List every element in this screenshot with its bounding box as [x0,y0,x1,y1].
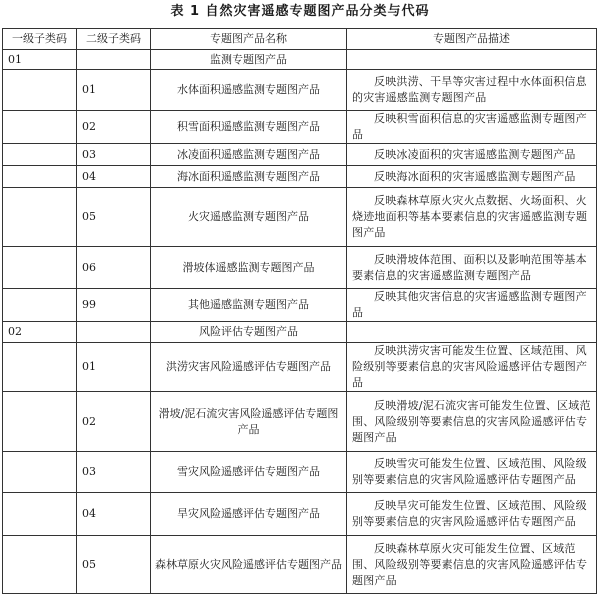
level2-code-cell [77,322,151,343]
table-row [3,392,597,452]
level1-code-cell [3,536,77,594]
product-name-cell: 火灾遥感监测专题图产品 [151,188,347,247]
level1-code-cell: 01 [3,50,77,70]
table-title: 表 1 自然灾害遥感专题图产品分类与代码 [170,4,430,19]
product-name-cell: 旱灾风险遥感评估专题图产品 [151,493,347,536]
product-description-cell: 反映海冰面积的灾害遥感监测专题图产品 [347,166,597,188]
level2-code-cell: 06 [77,247,151,289]
product-description-cell: 反映雪灾可能发生位置、区域范围、风险级别等要素信息的灾害风险遥感评估专题图产品 [347,452,597,493]
table-row [3,50,597,70]
header-row [3,29,597,50]
level2-code-cell: 05 [77,536,151,594]
level2-code-cell: 01 [77,343,151,392]
product-classification-table [2,28,597,594]
level1-code-cell [3,493,77,536]
product-description-cell: 反映冰凌面积的灾害遥感监测专题图产品 [347,144,597,166]
header-level2-code: 二级子类码 [77,29,151,50]
product-description-cell [347,50,597,70]
product-name-cell: 冰凌面积遥感监测专题图产品 [151,144,347,166]
table-row [3,343,597,392]
product-name-cell: 监测专题图产品 [151,50,347,70]
table-body [3,50,597,594]
header-product-name: 专题图产品名称 [151,29,347,50]
product-description-cell: 反映洪涝、干旱等灾害过程中水体面积信息的灾害遥感监测专题图产品 [347,70,597,111]
table-header [3,29,597,50]
level1-code-cell [3,70,77,111]
level2-code-cell: 02 [77,392,151,452]
level2-code-cell: 02 [77,111,151,144]
level1-code-cell [3,247,77,289]
table-row [3,452,597,493]
product-name-cell: 水体面积遥感监测专题图产品 [151,70,347,111]
product-description-cell: 反映森林草原火灾可能发生位置、区域范围、风险级别等要素信息的灾害风险遥感评估专题图产品 [347,536,597,594]
product-description-cell: 反映滑坡体范围、面积以及影响范围等基本要素信息的灾害遥感监测专题图产品 [347,247,597,289]
level2-code-cell: 99 [77,289,151,322]
product-description-cell: 反映森林草原火灾火点数据、火场面积、火烧迹地面积等基本要素信息的灾害遥感监测专题图产品 [347,188,597,247]
product-name-cell: 积雪面积遥感监测专题图产品 [151,111,347,144]
table-row [3,144,597,166]
level2-code-cell: 03 [77,452,151,493]
product-description-cell: 反映积雪面积信息的灾害遥感监测专题图产品 [347,111,597,144]
product-name-cell: 滑坡体遥感监测专题图产品 [151,247,347,289]
table-row [3,70,597,111]
level1-code-cell: 02 [3,322,77,343]
product-description-cell: 反映洪涝灾害可能发生位置、区域范围、风险级别等要素信息的灾害风险遥感评估专题图产品 [347,343,597,392]
level2-code-cell: 04 [77,493,151,536]
level1-code-cell [3,188,77,247]
product-name-cell: 森林草原火灾风险遥感评估专题图产品 [151,536,347,594]
table-row [3,536,597,594]
level2-code-cell: 03 [77,144,151,166]
level2-code-cell: 04 [77,166,151,188]
product-name-cell: 风险评估专题图产品 [151,322,347,343]
header-level1-code: 一级子类码 [3,29,77,50]
product-description-cell: 反映旱灾可能发生位置、区域范围、风险级别等要素信息的灾害风险遥感评估专题图产品 [347,493,597,536]
table-row [3,166,597,188]
product-description-cell [347,322,597,343]
product-name-cell: 洪涝灾害风险遥感评估专题图产品 [151,343,347,392]
header-product-description: 专题图产品描述 [347,29,597,50]
product-description-cell: 反映其他灾害信息的灾害遥感监测专题图产品 [347,289,597,322]
level1-code-cell [3,144,77,166]
level2-code-cell: 01 [77,70,151,111]
level1-code-cell [3,166,77,188]
product-name-cell: 滑坡/泥石流灾害风险遥感评估专题图产品 [151,392,347,452]
product-description-cell: 反映滑坡/泥石流灾害可能发生位置、区域范围、风险级别等要素信息的灾害风险遥感评估专题图产品 [347,392,597,452]
table-row [3,188,597,247]
level1-code-cell [3,392,77,452]
table-row [3,322,597,343]
table-row [3,289,597,322]
level2-code-cell [77,50,151,70]
table-row [3,111,597,144]
product-name-cell: 其他遥感监测专题图产品 [151,289,347,322]
product-name-cell: 雪灾风险遥感评估专题图产品 [151,452,347,493]
level1-code-cell [3,289,77,322]
level1-code-cell [3,111,77,144]
table-row [3,247,597,289]
product-name-cell: 海冰面积遥感监测专题图产品 [151,166,347,188]
level1-code-cell [3,452,77,493]
level1-code-cell [3,343,77,392]
level2-code-cell: 05 [77,188,151,247]
table-row [3,493,597,536]
